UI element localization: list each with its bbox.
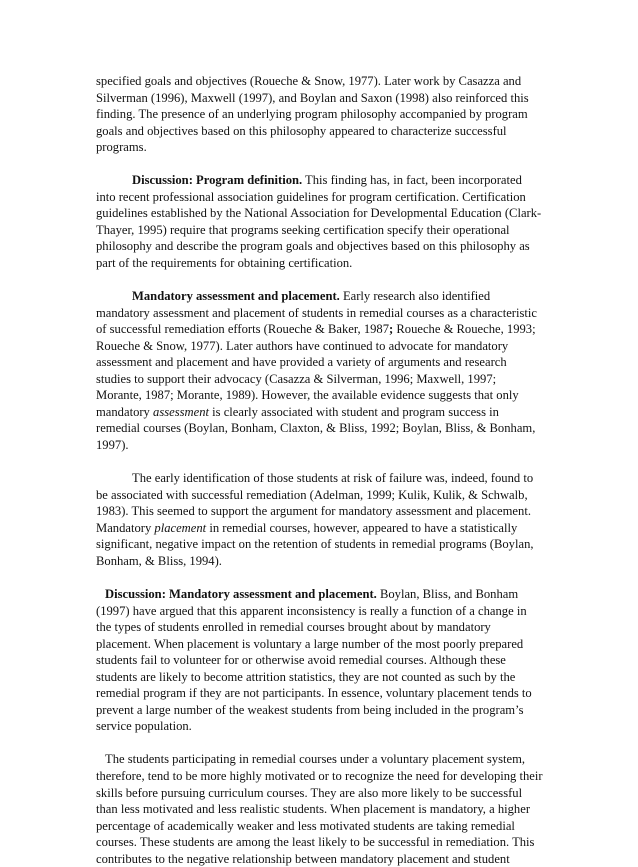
paragraph-2 (96, 172, 544, 271)
heading-program-definition: Discussion: Program definition. (132, 173, 303, 188)
paragraph-3-semicolon: ; (389, 322, 394, 337)
paragraph-5 (96, 586, 544, 735)
paragraph-3-text-b: Roueche & Roueche, 1993; Roueche & Snow, 1977). Later authors have continued to advocate for mandatory assessment and placement and have provided a variety of arguments and research studies to support their advocacy (Casazza & Silverman, 1996; Maxwell, 1997; Morante, 1987; Morante, 1989). However, the available evidence suggests that only mandatory (96, 322, 536, 419)
heading-discussion-mandatory: Discussion: Mandatory assessment and placement. (105, 586, 377, 601)
paragraph-1-text: specified goals and objectives (Roueche & Snow, 1977). Later work by Casazza and Silverman (1996), Maxwell (1997), and Boylan and Saxon (1998) also reinforced this finding. The presence of an underlying program philosophy accompanied by program goals and objectives based on this philosophy appeared to characterize successful programs. (96, 74, 529, 155)
heading-mandatory-assessment: Mandatory assessment and placement. (132, 289, 340, 304)
paragraph-6 (96, 751, 544, 867)
paragraph-4 (96, 470, 544, 569)
italic-placement: placement (154, 520, 207, 535)
paragraph-6-text: The students participating in remedial courses under a voluntary placement system, therefore, tend to be more highly motivated or to recognize the need for developing their skills before pursuing curriculum courses. They are also more likely to be successful than less motivated and less realistic students. When placement is mandatory, a higher percentage of academically weaker and less motivated students are taking remedial courses. These students are among the least likely to be successful in remediation. This contributes to the negative relationship between mandatory placement and student (96, 752, 543, 866)
paragraph-2-text: This finding has, in fact, been incorporated into recent professional association guidelines for program certification. Certification guidelines established by the National Association for Developmental Education (Clark-Thayer, 1995) require that programs seeking certification specify their operational philosophy and describe the program goals and objectives based on this philosophy as part of the requirements for obtaining certification. (96, 173, 542, 271)
document-body (96, 73, 544, 867)
paragraph-3 (96, 288, 544, 453)
paragraph-4-text-b: in remedial courses, however, appeared to have a statistically significant, negative impact on the retention of students in remedial programs (Boylan, Bonham, & Bliss, 1994). (96, 520, 534, 568)
paragraph-4-text-a: The early identification of those students at risk of failure was, indeed, found to be associated with successful remediation (Adelman, 1999; Kulik, Kulik, & Schwalb, 1983). This seemed to support the argument for mandatory assessment and placement. Mandatory (96, 471, 534, 535)
italic-assessment: assessment (153, 404, 209, 419)
paragraph-3-text-c: is clearly associated with student and program success in remedial courses (Boylan, Bonham, Claxton, & Bliss, 1992; Boylan, Bliss, & Bonham, 1997). (96, 404, 536, 453)
paragraph-3-text-a: Early research also identified mandatory assessment and placement of students in remedial courses as a characteristic of successful remediation efforts (Roueche & Baker, 1987 (96, 289, 537, 337)
paragraph-5-text: Boylan, Bliss, and Bonham (1997) have argued that this apparent inconsistency is really a function of a change in the types of students enrolled in remedial courses brought about by mandatory placement. When placement is voluntary a large number of the most poorly prepared students fail to volunteer for or otherwise avoid remedial courses. Although these students are likely to become attrition statistics, they are not counted as such by the remedial program if they are not participants. In essence, voluntary placement tends to prevent a large number of the weakest students from being included in the program’s service population. (96, 586, 532, 734)
paragraph-1 (96, 73, 544, 156)
